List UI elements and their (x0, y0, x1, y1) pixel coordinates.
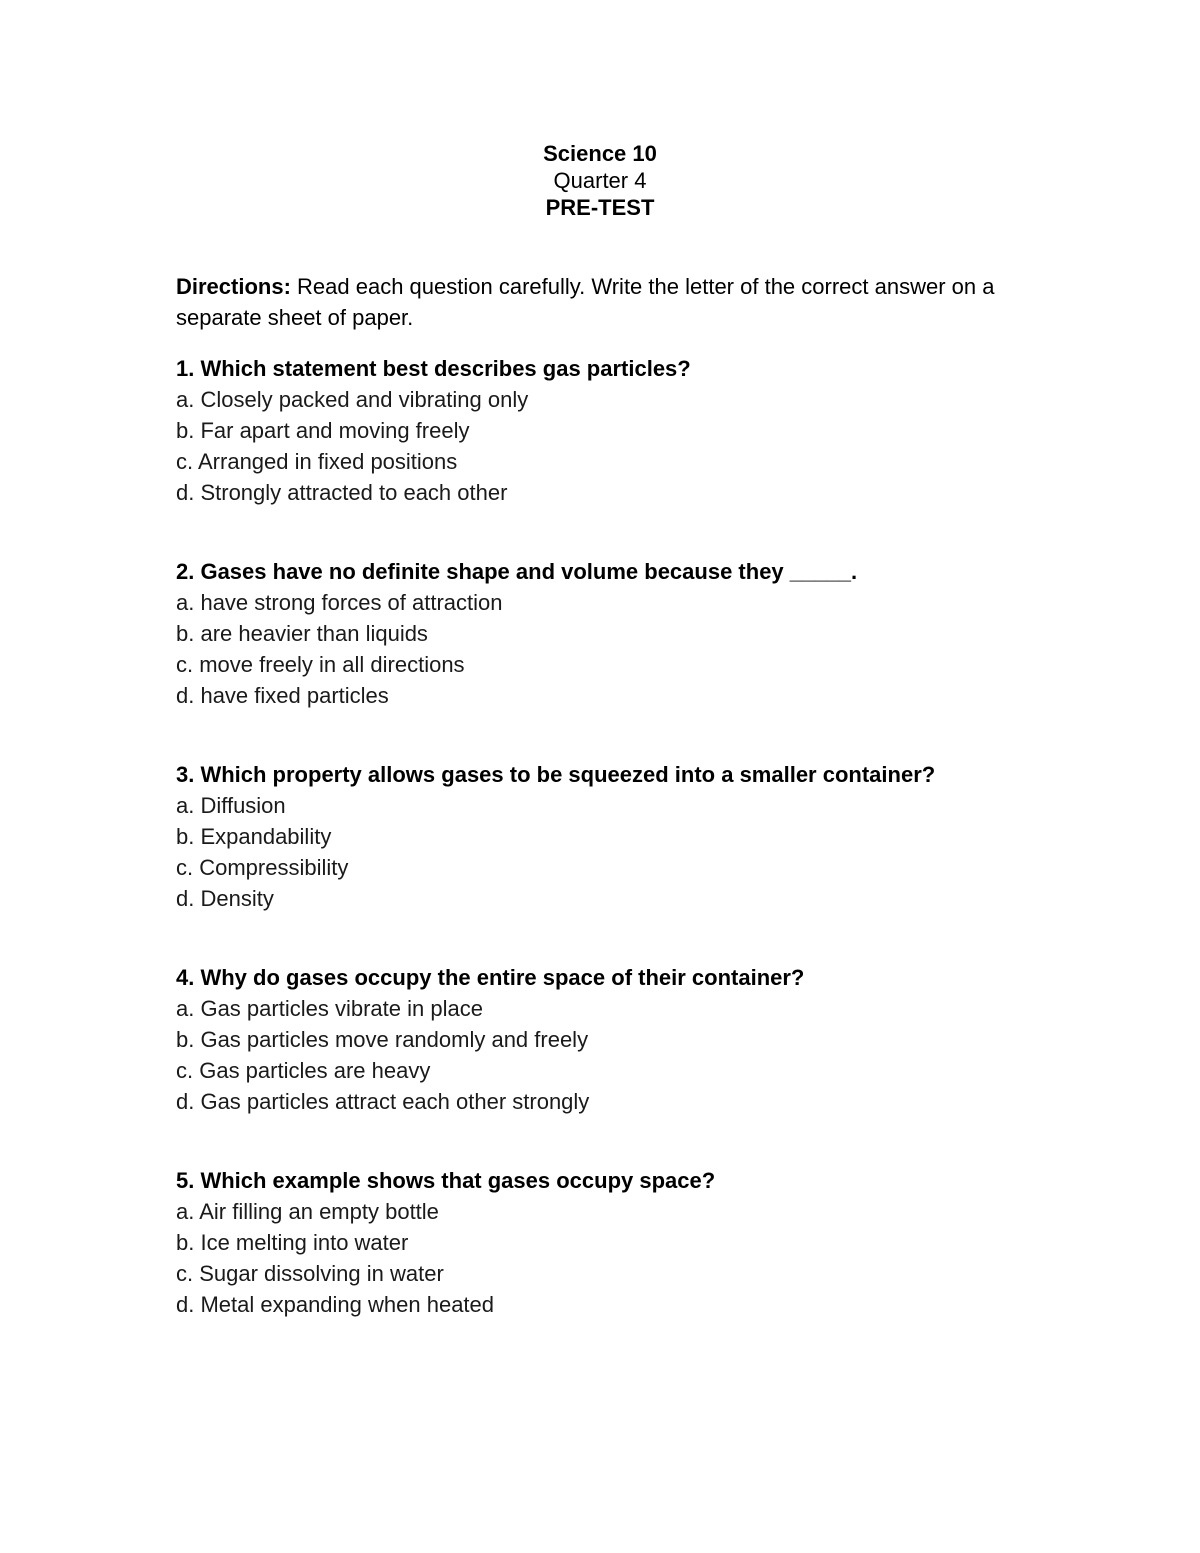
choice-b: b. Far apart and moving freely (176, 418, 470, 443)
choice-b: b. Expandability (176, 824, 332, 849)
document-header (0, 140, 1200, 221)
question-4 (176, 962, 1056, 1117)
choice-c: c. Gas particles are heavy (176, 1058, 431, 1083)
directions-paragraph (176, 271, 1026, 333)
choice-c: c. move freely in all directions (176, 652, 465, 677)
choice-b: b. Gas particles move randomly and freely (176, 1027, 589, 1052)
choice-d: d. Gas particles attract each other strongly (176, 1089, 590, 1114)
choice-a: a. Air filling an empty bottle (176, 1199, 439, 1224)
question-1 (176, 353, 1056, 508)
choice-b: b. are heavier than liquids (176, 621, 428, 646)
choice-a: a. Gas particles vibrate in place (176, 996, 483, 1021)
directions-label: Directions: (176, 274, 291, 299)
question-text: 5. Which example shows that gases occupy space? (176, 1168, 716, 1193)
question-3 (176, 759, 1056, 914)
choice-d: d. Strongly attracted to each other (176, 480, 508, 505)
question-list (176, 353, 1056, 1368)
choice-d: d. Density (176, 886, 274, 911)
test-type-title: PRE-TEST (545, 195, 655, 220)
question-text: 4. Why do gases occupy the entire space of their container? (176, 965, 805, 990)
choice-b: b. Ice melting into water (176, 1230, 409, 1255)
question-text: 1. Which statement best describes gas particles? (176, 356, 691, 381)
quarter-label: Quarter 4 (553, 168, 647, 193)
choice-a: a. Diffusion (176, 793, 286, 818)
choice-a: a. Closely packed and vibrating only (176, 387, 529, 412)
question-text: 3. Which property allows gases to be squeezed into a smaller container? (176, 762, 936, 787)
choice-c: c. Compressibility (176, 855, 349, 880)
directions-text: Read each question carefully. Write the letter of the correct answer on a separate sheet of paper. (176, 274, 995, 330)
question-text: 2. Gases have no definite shape and volume because they _____. (176, 559, 858, 584)
subject-title: Science 10 (543, 141, 657, 166)
choice-d: d. have fixed particles (176, 683, 389, 708)
choice-d: d. Metal expanding when heated (176, 1292, 495, 1317)
question-5 (176, 1165, 1056, 1320)
choice-c: c. Sugar dissolving in water (176, 1261, 444, 1286)
question-2 (176, 556, 1056, 711)
choice-c: c. Arranged in fixed positions (176, 449, 458, 474)
choice-a: a. have strong forces of attraction (176, 590, 503, 615)
